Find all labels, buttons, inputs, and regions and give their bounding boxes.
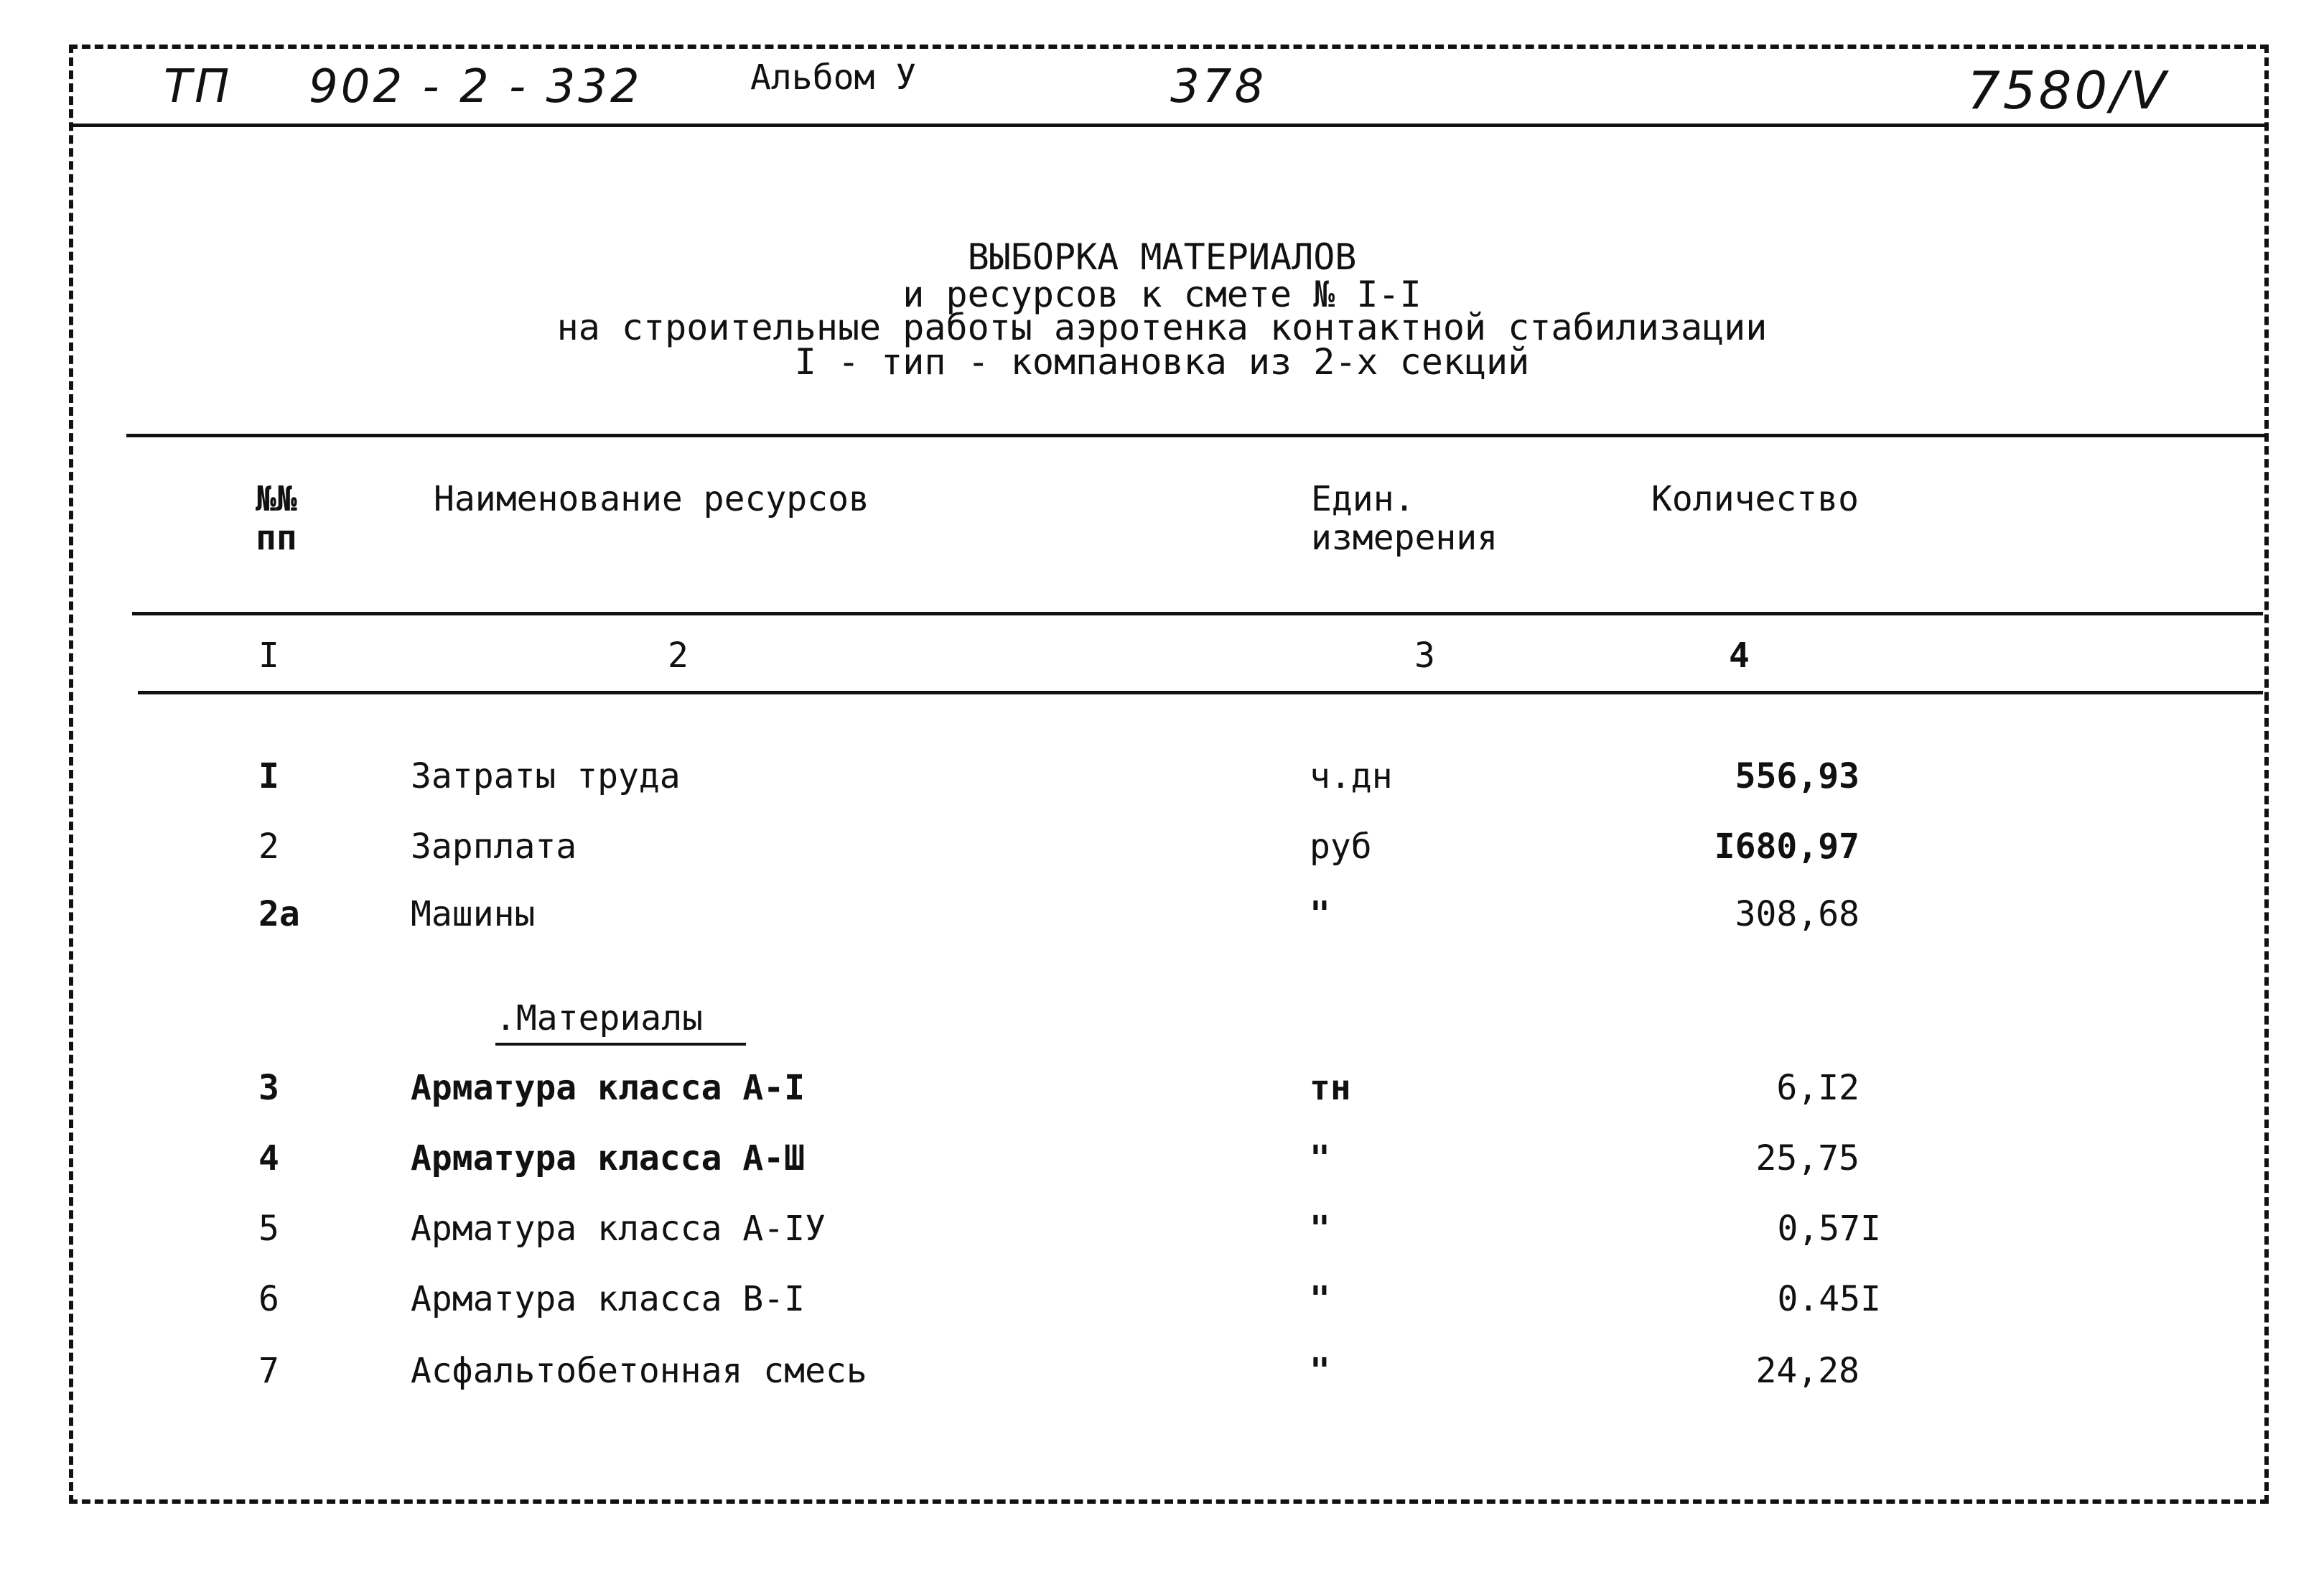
row-name: Арматура класса А-I (411, 1068, 806, 1108)
row-name: Арматура класса А-IУ (411, 1209, 826, 1249)
row-num: 2 (258, 827, 279, 867)
header-unit: Един. измерения (1311, 479, 1498, 558)
header-code: 902 - 2 - 332 (309, 60, 643, 113)
title-line-4: I - тип - компановка из 2-х секций (794, 341, 1530, 383)
row-unit: " (1310, 1138, 1330, 1178)
title-line-3: на строительные работы аэротенка контактной стабилизации (556, 307, 1768, 348)
title-line-1: ВЫБОРКА МАТЕРИАЛОВ (967, 236, 1357, 278)
row-name: Арматура класса В-I (411, 1279, 806, 1319)
row-unit: руб (1310, 827, 1372, 867)
header-name: Наименование ресурсов (434, 479, 869, 519)
row-num: 7 (258, 1351, 279, 1391)
row-qty: 0,57I (1777, 1209, 1881, 1249)
header-page: 378 (1170, 60, 1267, 113)
row-num: 6 (258, 1279, 279, 1319)
header-bottom-rule (132, 612, 2263, 615)
row-name: Зарплата (411, 827, 577, 867)
header-sheet: 7580/V (1967, 60, 2169, 121)
section-label-materials: .Материалы (495, 998, 746, 1046)
row-num: 3 (258, 1068, 279, 1108)
row-name: Арматура класса А-Ш (411, 1138, 806, 1178)
row-unit: ч.дн (1310, 756, 1393, 796)
row-num: I (258, 756, 279, 796)
row-unit: " (1310, 1209, 1330, 1249)
col-number-3: 3 (1414, 636, 1435, 676)
header-divider (72, 124, 2266, 127)
row-name: Машины (411, 894, 536, 934)
col-number-4: 4 (1729, 636, 1750, 676)
title-line-2: и ресурсов к смете № I-I (902, 274, 1422, 315)
header-album: Альбом У (750, 57, 917, 98)
row-qty: 556,93 (1735, 756, 1859, 796)
col-number-1: I (258, 636, 279, 676)
col-number-2: 2 (668, 636, 689, 676)
row-qty: I680,97 (1714, 827, 1859, 867)
row-name: Асфальтобетонная смесь (411, 1351, 867, 1391)
row-name: Затраты труда (411, 756, 681, 796)
row-qty: 25,75 (1755, 1138, 1859, 1178)
row-qty: 308,68 (1735, 894, 1859, 934)
header-num: №№ пп (256, 479, 297, 558)
table-top-rule (126, 434, 2269, 437)
row-unit: " (1310, 894, 1330, 934)
header-qty: Количество (1651, 479, 1859, 519)
row-num: 5 (258, 1209, 279, 1249)
row-qty: 24,28 (1755, 1351, 1859, 1391)
row-qty: 6,I2 (1776, 1068, 1859, 1108)
row-unit: " (1310, 1351, 1330, 1391)
row-num: 2а (258, 894, 300, 934)
header-tp: ТП (164, 60, 233, 113)
row-unit: тн (1310, 1068, 1351, 1108)
column-numbers-rule (138, 691, 2263, 694)
row-unit: " (1310, 1279, 1330, 1319)
row-num: 4 (258, 1138, 279, 1178)
row-qty: 0.45I (1777, 1279, 1881, 1319)
